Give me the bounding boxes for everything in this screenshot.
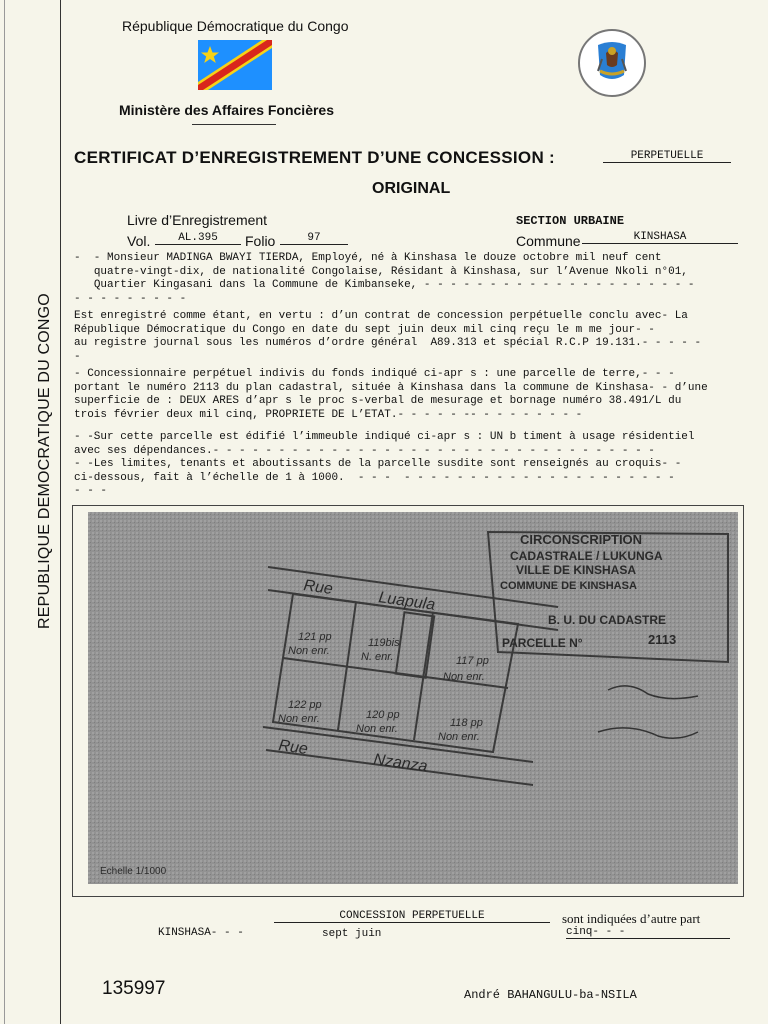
building-paragraph: - -Sur cette parcelle est édifié l’immeuble indiqué ci-apr s : UN b timent à usage résidentiel avec ses dépendances.- - - - - - - - - - - - - - - - - - - - - - - - - - - - - - - - - - [74, 431, 695, 457]
folio-field: 97 [280, 232, 348, 245]
parcel-label: Non enr. [438, 731, 480, 743]
stamp-line: PARCELLE N° [502, 636, 583, 650]
page-edge-line [4, 0, 5, 1024]
scale-label: Echelle 1/1000 [100, 866, 167, 877]
parcel-label: N. enr. [361, 651, 394, 663]
stamp-line: CADASTRALE / LUKUNGA [510, 549, 663, 563]
street-label: Rue [277, 737, 309, 759]
drc-flag-icon [198, 40, 272, 90]
parcel-label: Non enr. [356, 723, 398, 735]
parcel-label: 118 pp [450, 717, 483, 729]
cadastral-sketch [88, 512, 738, 884]
parcel-label: 119bis [368, 637, 400, 649]
footer-note: sont indiquées d’autre part [562, 911, 701, 926]
street-label: Rue [302, 577, 334, 599]
vertical-country-text: REPUBLIQUE DEMOCRATIQUE DU CONGO [36, 293, 53, 629]
stamp-line: CIRCONSCRIPTION [520, 532, 643, 547]
parcel-label: Non enr. [288, 645, 330, 657]
street-label: Nzanza [372, 751, 429, 776]
vol-label: Vol. [127, 233, 151, 249]
folio-label: Folio [245, 233, 276, 249]
parcel-label: 122 pp [288, 699, 322, 711]
stamp-line: COMMUNE DE KINSHASA [500, 580, 637, 592]
year-field: cinq- - - [566, 926, 730, 939]
margin-rule [60, 0, 61, 1024]
vol-field: AL.395 [155, 232, 241, 245]
limits-paragraph: - -Les limites, tenants et aboutissants de la parcelle susdite sont renseignés au croquis- - ci-dessous, fait à l’échelle de 1 à 1000. - - - - - - - - - - - - - - - - - - - - - - - - - - - [74, 458, 682, 497]
place-field: KINSHASA- - - [158, 927, 244, 939]
document-number: 135997 [102, 978, 166, 999]
signatory-name: André BAHANGULU-ba-NSILA [464, 988, 637, 1002]
commune-field: KINSHASA [582, 231, 738, 244]
parcel-label: 121 pp [298, 631, 332, 643]
section-label: SECTION URBAINE [516, 214, 625, 228]
concession-type-field: PERPETUELLE [603, 150, 731, 163]
stamp-line: VILLE DE KINSHASA [516, 563, 637, 577]
registration-paragraph: Est enregistré comme étant, en vertu : d’un contrat de concession perpétuelle conclu avec- La République Démocratique du Congo en date du sept juin deux mil cinq reçu le m me jour- - au registre journal sous les numéros d’ordre général A89.313 et spécial R.C.P 19.131.- - - - - - [74, 310, 702, 363]
stamp-line: B. U. DU CADASTRE [548, 613, 667, 627]
livre-label: Livre d’Enregistrement [127, 212, 268, 228]
parcel-paragraph: - Concessionnaire perpétuel indivis du fonds indiqué ci-apr s : une parcelle de terre,- - - portant le numéro 2113 du plan cadastral, située à Kinshasa dans la commune de Kinshasa- - d’une superficie de : DEUX ARES d’apr s le proc s-verbal de mesurage et bornage numéro 38.491/L du trois février deux mil cinq, PROPRIETE DE L’ETAT.- - - - - -- - - - - - - - - [74, 368, 708, 421]
header-country: République Démocratique du Congo [122, 18, 349, 34]
owner-paragraph: - - Monsieur MADINGA BWAYI TIERDA, Employé, né à Kinshasa le douze octobre mil neuf cent quatre-vingt-dix, de nationalité Congolaise, Résidant à Kinshasa, sur l’Avenue Nkoli n°01, Quartier Kingasani dans la Commune de Kimbanseke, - - - - - - - - - - - - - - - - - - - - - - - - - - - - - - [74, 252, 695, 305]
certificate-title: CERTIFICAT D’ENREGISTREMENT D’UNE CONCESSION : [74, 148, 556, 167]
commune-label: Commune [516, 233, 581, 249]
ministry-underline [192, 124, 276, 125]
coat-of-arms-icon [578, 29, 646, 97]
street-label: Luapula [377, 589, 437, 614]
concession-signature-field: CONCESSION PERPETUELLE [274, 910, 550, 923]
ministry-name: Ministère des Affaires Foncières [119, 102, 335, 118]
date-field: sept juin [322, 928, 382, 940]
parcel-label: 120 pp [366, 709, 400, 721]
parcel-label: Non enr. [443, 671, 485, 683]
parcel-label: 117 pp [456, 655, 489, 667]
parcel-label: Non enr. [278, 713, 320, 725]
original-label: ORIGINAL [372, 180, 451, 197]
parcel-number: 2113 [648, 632, 677, 647]
